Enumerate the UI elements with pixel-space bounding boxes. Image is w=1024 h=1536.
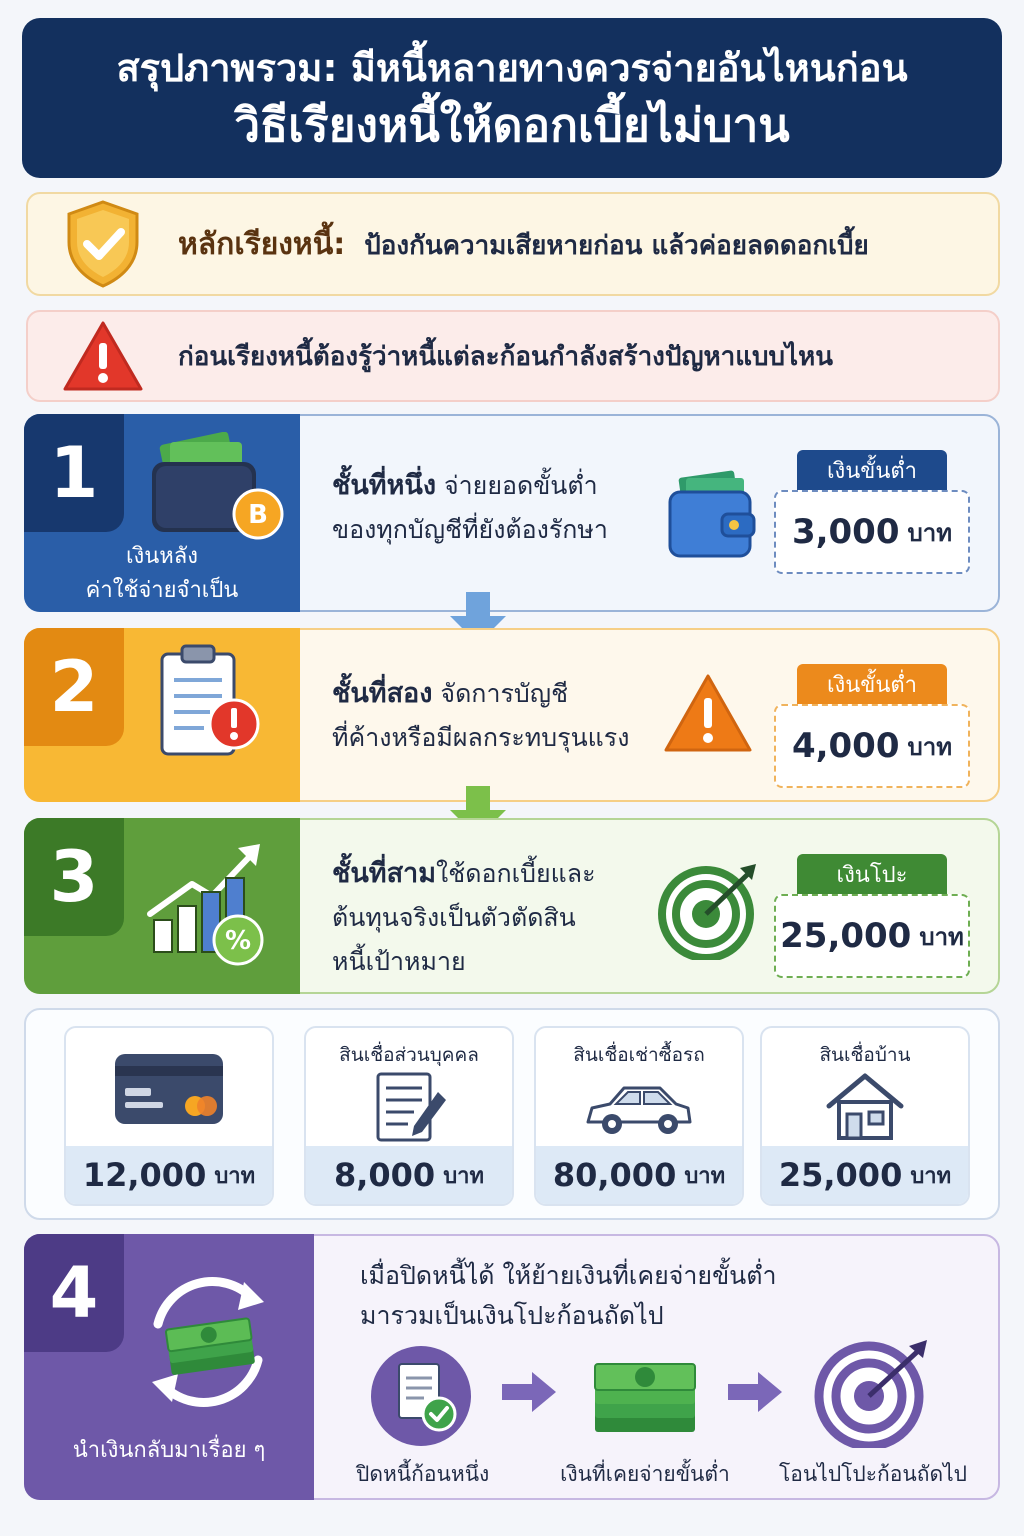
step-2-line1: จัดการบัญชี [440,679,569,708]
flow-minimum-money [560,1344,730,1491]
step-2-amount-label: เงินขั้นต่ำ [797,664,947,704]
step-1-number: 1 [24,414,124,532]
wallet-icon [666,468,758,568]
step-1-unit: บาท [907,518,953,547]
debt-amount-value: 80,000 [552,1156,677,1194]
flow-next-debt [778,1336,968,1491]
clipboard-alert-icon [154,642,264,770]
step-2-line2: ที่ค้างหรือมีผลกระทบรุนแรง [332,723,630,752]
document-check-icon [356,1344,486,1452]
document-pen-icon [306,1072,512,1144]
page-title-line2: วิธีเรียงหนี้ให้ดอกเบี้ยไม่บาน [234,98,790,152]
step-3-amount: 25,000 [780,916,912,956]
growth-chart-percent-icon [142,834,282,974]
step-4-caption: นำเงินกลับมาเรื่อย ๆ [72,1438,266,1463]
principle-note [26,192,1000,296]
step-1-title: ชั้นที่หนึ่ง [332,470,437,501]
warning-note [26,310,1000,402]
step-4-card [24,1234,1000,1500]
step-1-caption-line1: เงินหลัง [125,544,199,569]
step-3-unit: บาท [919,922,964,951]
debt-label: สินเชื่อส่วนบุคคล [339,1044,479,1066]
step-2-amount: 4,000 [791,726,900,766]
debt-amount-value: 25,000 [778,1156,903,1194]
arrow-right-icon [726,1370,784,1418]
step-4-line1: เมื่อปิดหนี้ได้ ให้ย้ายเงินที่เคยจ่ายขั้นต่ำ [360,1261,777,1290]
debt-amount-value: 8,000 [333,1156,436,1194]
page-title-line1: สรุปภาพรวม: มีหนี้หลายทางควรจ่ายอันไหนก่อน [116,46,908,90]
debt-label: สินเชื่อเช่าซื้อรถ [573,1044,705,1066]
debt-amount-unit: บาท [684,1163,726,1189]
step-1-line1: จ่ายยอดขั้นต่ำ [443,471,598,500]
step-3-number: 3 [24,818,124,936]
debt-card-credit-card [64,1026,274,1206]
step-3-title: ชั้นที่สาม [332,858,437,889]
arrow-right-icon [500,1370,558,1418]
step-1-amount-box [774,490,970,574]
step-2-title: ชั้นที่สอง [332,678,433,709]
recycle-money-icon [128,1264,288,1418]
debt-card-car-loan [534,1026,744,1206]
debt-list [24,1008,1000,1220]
step-2-unit: บาท [907,732,953,761]
step-1-amount: 3,000 [791,512,900,552]
step-3-panel [24,818,300,994]
warning-triangle-icon [28,319,178,393]
target-icon [656,860,764,964]
target-purple-icon [778,1336,968,1452]
debt-amount-unit: บาท [214,1163,256,1189]
flow-label: โอนไปโปะก้อนถัดไป [779,1462,967,1486]
step-4-line2: มารวมเป็นเงินโปะก้อนถัดไป [360,1301,664,1330]
car-icon [536,1078,742,1140]
step-1-card [24,414,1000,612]
step-1-amount-label: เงินขั้นต่ำ [797,450,947,490]
flow-close-debt [356,1344,490,1491]
step-1-line2: ของทุกบัญชีที่ยังต้องรักษา [332,515,608,544]
debt-amount [762,1146,968,1204]
flow-label: ปิดหนี้ก้อนหนึ่ง [356,1462,490,1486]
step-3-amount-label: เงินโปะ [797,854,947,894]
title-banner [22,18,1002,178]
debt-label: สินเชื่อบ้าน [819,1044,911,1066]
step-2-amount-box [774,704,970,788]
debt-amount-unit: บาท [910,1163,952,1189]
house-icon [762,1072,968,1142]
debt-amount-value: 12,000 [82,1156,207,1194]
svg-text:%: % [224,926,252,956]
debt-card-home-loan [760,1026,970,1206]
debt-card-personal-loan [304,1026,514,1206]
wallet-coin-icon [146,432,288,548]
debt-amount [536,1146,742,1204]
step-3-card [24,818,1000,994]
debt-amount [66,1146,272,1204]
step-3-line1: ใช้ดอกเบี้ยและ [436,859,596,888]
step-1-caption-line2: ค่าใช้จ่ายจำเป็น [85,578,239,603]
step-1-panel [24,414,300,612]
principle-text: ป้องกันความเสียหายก่อน แล้วค่อยลดดอกเบี้ย [364,230,869,261]
step-2-card [24,628,1000,802]
shield-check-icon [28,198,178,290]
step-3-line3: หนี้เป้าหมาย [332,947,466,976]
credit-card-icon [66,1050,272,1128]
flow-label: เงินที่เคยจ่ายขั้นต่ำ [560,1462,730,1486]
step-4-panel [24,1234,314,1500]
warning-triangle-orange-icon [662,672,754,760]
step-3-amount-box [774,894,970,978]
debt-amount-unit: บาท [443,1163,485,1189]
warning-text: ก่อนเรียงหนี้ต้องรู้ว่าหนี้แต่ละก้อนกำลังสร้างปัญหาแบบไหน [178,341,834,372]
step-2-number: 2 [24,628,124,746]
money-stack-icon [560,1344,730,1452]
step-4-number: 4 [24,1234,124,1352]
debt-amount [306,1146,512,1204]
svg-text:B: B [248,500,268,530]
principle-title: หลักเรียงหนี้: [178,226,346,262]
step-3-line2: ต้นทุนจริงเป็นตัวตัดสิน [332,903,576,932]
step-2-panel [24,628,300,802]
